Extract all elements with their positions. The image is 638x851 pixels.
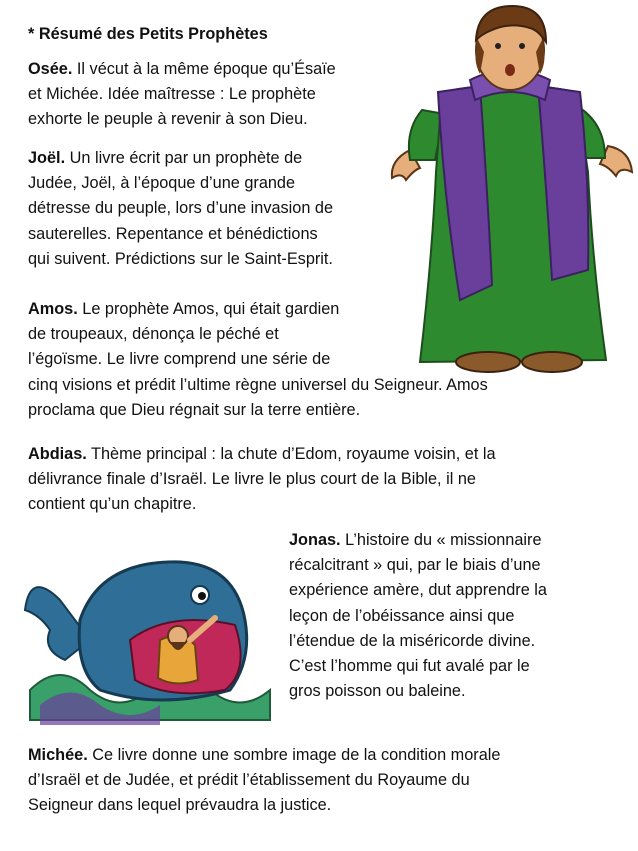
prophet-name: Abdias. bbox=[28, 445, 87, 463]
section-michee: Michée. Ce livre donne une sombre image de la condition morale d’Israël et de Judée, et prédit l’établissement du Royaume du Seigneur dans lequel prévaudra la justice. bbox=[28, 746, 501, 815]
whale-jonah-illustration bbox=[20, 540, 285, 730]
prophet-name: Jonas. bbox=[289, 531, 341, 549]
prophet-name: Joël. bbox=[28, 149, 66, 167]
section-jonas: Jonas. L’histoire du « missionnaire récalcitrant » qui, par le biais d’une expérience amère, dut apprendre la leçon de l’obéissance ainsi que l’étendue de la miséricorde divine. C’est l’homme qui fut avalé par le gros poisson ou baleine. bbox=[289, 531, 547, 701]
section-joel: Joël. Un livre écrit par un prophète de Judée, Joël, à l’époque d’une grande détresse du peuple, lors d’une invasion de sauterelles. Repentance et bénédictions qui suivent. Prédictions sur le Saint-Esprit. bbox=[28, 149, 334, 268]
section-abdias: Abdias. Thème principal : la chute d’Edom, royaume voisin, et la délivrance finale d’Israël. Le livre le plus court de la Bible, il ne contient qu’un chapitre. bbox=[28, 445, 496, 514]
page-title: * Résumé des Petits Prophètes bbox=[28, 25, 268, 43]
section-osee: Osée. Il vécut à la même époque qu’Ésaïe et Michée. Idée maîtresse : Le prophète exhorte le peuple à revenir à son Dieu. bbox=[28, 60, 336, 129]
prophet-name: Michée. bbox=[28, 746, 88, 764]
prophet-name: Amos. bbox=[28, 300, 78, 318]
prophet-name: Osée. bbox=[28, 60, 73, 78]
section-amos: Amos. Le prophète Amos, qui était gardien de troupeaux, dénonça le péché et l’égoïsme. Le livre comprend une série de cinq visions et prédit l’ultime règne universel du Seigneur. Amos proclama que Dieu régnait sur la terre entière. bbox=[28, 300, 488, 419]
prophet-illustration bbox=[380, 0, 638, 378]
